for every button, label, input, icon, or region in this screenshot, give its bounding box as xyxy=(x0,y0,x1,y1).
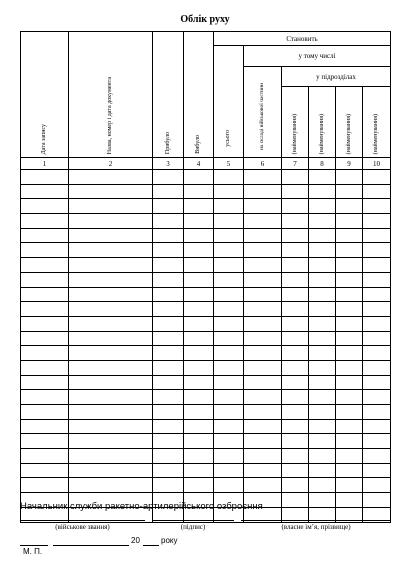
table-cell xyxy=(336,463,363,478)
table-cell xyxy=(336,258,363,273)
table-cell xyxy=(153,434,184,449)
table-cell xyxy=(184,228,214,243)
table-cell xyxy=(69,434,153,449)
table-cell xyxy=(184,331,214,346)
table-row xyxy=(21,405,391,420)
table-cell xyxy=(282,331,309,346)
table-cell xyxy=(363,316,391,331)
table-cell xyxy=(309,170,336,185)
column-number: 5 xyxy=(214,158,244,170)
table-cell xyxy=(363,170,391,185)
table-row xyxy=(21,449,391,464)
table-cell xyxy=(282,360,309,375)
table-cell xyxy=(214,434,244,449)
table-cell xyxy=(244,184,282,199)
table-cell xyxy=(309,331,336,346)
table-cell xyxy=(69,390,153,405)
table-cell xyxy=(214,258,244,273)
table-cell xyxy=(184,214,214,229)
table-cell xyxy=(336,302,363,317)
table-cell xyxy=(363,258,391,273)
table-cell xyxy=(184,478,214,493)
table-cell xyxy=(309,434,336,449)
table-cell xyxy=(244,199,282,214)
table-cell xyxy=(21,390,69,405)
table-cell xyxy=(69,375,153,390)
table-cell xyxy=(244,478,282,493)
table-cell xyxy=(214,287,244,302)
table-cell xyxy=(69,463,153,478)
table-cell xyxy=(282,287,309,302)
table-cell xyxy=(21,434,69,449)
table-cell xyxy=(363,478,391,493)
table-cell xyxy=(153,272,184,287)
table-cell xyxy=(309,258,336,273)
table-cell xyxy=(184,302,214,317)
column-number: 4 xyxy=(184,158,214,170)
table-cell xyxy=(69,316,153,331)
table-cell xyxy=(184,405,214,420)
table-cell xyxy=(69,331,153,346)
table-cell xyxy=(336,243,363,258)
table-cell xyxy=(69,419,153,434)
table-cell xyxy=(282,302,309,317)
day-line xyxy=(20,545,48,546)
table-cell xyxy=(21,419,69,434)
table-cell xyxy=(336,449,363,464)
header-subunit-2: (найменування) xyxy=(309,87,336,158)
table-cell xyxy=(21,405,69,420)
table-cell xyxy=(21,199,69,214)
table-cell xyxy=(184,346,214,361)
table-row xyxy=(21,346,391,361)
table-cell xyxy=(244,375,282,390)
table-cell xyxy=(184,316,214,331)
table-cell xyxy=(309,302,336,317)
table-row xyxy=(21,390,391,405)
table-cell xyxy=(214,405,244,420)
table-cell xyxy=(153,258,184,273)
table-cell xyxy=(309,419,336,434)
table-cell xyxy=(21,272,69,287)
table-cell xyxy=(69,360,153,375)
table-cell xyxy=(21,243,69,258)
table-cell xyxy=(153,360,184,375)
table-cell xyxy=(309,375,336,390)
table-cell xyxy=(214,478,244,493)
table-cell xyxy=(336,272,363,287)
table-cell xyxy=(309,214,336,229)
table-row xyxy=(21,287,391,302)
table-row xyxy=(21,258,391,273)
table-cell xyxy=(214,346,244,361)
table-cell xyxy=(282,316,309,331)
table-cell xyxy=(153,243,184,258)
header-including: у тому числі xyxy=(244,46,391,67)
table-cell xyxy=(214,170,244,185)
table-cell xyxy=(69,258,153,273)
table-cell xyxy=(336,228,363,243)
header-arrived: Прибуло xyxy=(153,32,184,158)
table-cell xyxy=(363,493,391,508)
header-subunit-1: (найменування) xyxy=(282,87,309,158)
table-cell xyxy=(184,463,214,478)
table-cell xyxy=(21,170,69,185)
table-cell xyxy=(309,316,336,331)
table-cell xyxy=(214,243,244,258)
table-row xyxy=(21,478,391,493)
table-cell xyxy=(336,331,363,346)
table-cell xyxy=(363,287,391,302)
table-cell xyxy=(336,375,363,390)
table-cell xyxy=(336,184,363,199)
table-cell xyxy=(153,390,184,405)
table-cell xyxy=(21,214,69,229)
table-cell xyxy=(244,434,282,449)
table-cell xyxy=(309,360,336,375)
table-cell xyxy=(363,184,391,199)
table-cell xyxy=(153,302,184,317)
table-cell xyxy=(363,228,391,243)
table-cell xyxy=(184,419,214,434)
table-row xyxy=(21,360,391,375)
table-cell xyxy=(336,346,363,361)
table-cell xyxy=(69,199,153,214)
page-title: Облік руху xyxy=(180,14,230,25)
rank-line xyxy=(20,520,145,521)
table-cell xyxy=(21,316,69,331)
table-cell xyxy=(244,346,282,361)
table-cell xyxy=(69,346,153,361)
table-cell xyxy=(21,346,69,361)
table-cell xyxy=(184,360,214,375)
table-cell xyxy=(363,199,391,214)
table-cell xyxy=(153,214,184,229)
table-cell xyxy=(153,419,184,434)
table-cell xyxy=(69,184,153,199)
table-cell xyxy=(244,390,282,405)
table-cell xyxy=(153,463,184,478)
table-cell xyxy=(21,302,69,317)
table-cell xyxy=(282,214,309,229)
table-cell xyxy=(282,478,309,493)
table-cell xyxy=(153,184,184,199)
table-cell xyxy=(153,170,184,185)
table-cell xyxy=(282,390,309,405)
table-cell xyxy=(21,331,69,346)
table-cell xyxy=(184,243,214,258)
table-cell xyxy=(363,243,391,258)
table-row xyxy=(21,302,391,317)
table-cell xyxy=(214,302,244,317)
table-cell xyxy=(214,390,244,405)
column-number: 1 xyxy=(21,158,69,170)
table-cell xyxy=(336,287,363,302)
signature-line xyxy=(152,520,234,521)
table-cell xyxy=(184,272,214,287)
name-line xyxy=(241,520,391,521)
table-cell xyxy=(309,228,336,243)
table-cell xyxy=(153,331,184,346)
table-row xyxy=(21,419,391,434)
table-cell xyxy=(244,405,282,420)
table-cell xyxy=(282,375,309,390)
month-line xyxy=(53,545,129,546)
table-cell xyxy=(336,390,363,405)
table-cell xyxy=(336,316,363,331)
column-number: 9 xyxy=(336,158,363,170)
header-date: Дата запису xyxy=(21,32,69,158)
header-total: усього xyxy=(214,46,244,158)
table-cell xyxy=(21,449,69,464)
table-cell xyxy=(336,419,363,434)
table-cell xyxy=(244,331,282,346)
table-cell xyxy=(244,228,282,243)
table-cell xyxy=(282,346,309,361)
table-cell xyxy=(309,390,336,405)
table-cell xyxy=(282,419,309,434)
table-cell xyxy=(282,243,309,258)
table-row xyxy=(21,214,391,229)
table-cell xyxy=(21,360,69,375)
table-cell xyxy=(69,170,153,185)
table-cell xyxy=(363,214,391,229)
table-cell xyxy=(69,302,153,317)
table-cell xyxy=(363,390,391,405)
year-line xyxy=(143,545,159,546)
table-cell xyxy=(21,184,69,199)
name-caption: (власне ім’я, прізвище) xyxy=(281,523,351,531)
table-cell xyxy=(21,463,69,478)
table-cell xyxy=(282,170,309,185)
table-cell xyxy=(153,449,184,464)
table-cell xyxy=(336,493,363,508)
table-cell xyxy=(309,405,336,420)
table-row xyxy=(21,272,391,287)
table-cell xyxy=(282,228,309,243)
table-cell xyxy=(282,449,309,464)
table-cell xyxy=(69,272,153,287)
table-cell xyxy=(363,346,391,361)
stamp-place: М. П. xyxy=(23,547,43,556)
table-cell xyxy=(21,228,69,243)
table-cell xyxy=(282,463,309,478)
table-row xyxy=(21,228,391,243)
table-cell xyxy=(21,478,69,493)
table-cell xyxy=(69,287,153,302)
table-cell xyxy=(309,478,336,493)
table-cell xyxy=(363,434,391,449)
table-cell xyxy=(309,346,336,361)
header-subunit-3: (найменування) xyxy=(336,87,363,158)
table-cell xyxy=(363,360,391,375)
table-cell xyxy=(69,405,153,420)
table-cell xyxy=(153,228,184,243)
table-cell xyxy=(363,419,391,434)
table-cell xyxy=(336,170,363,185)
table-cell xyxy=(244,419,282,434)
table-cell xyxy=(153,316,184,331)
table-cell xyxy=(282,272,309,287)
table-cell xyxy=(69,228,153,243)
header-subunits: у підрозділах xyxy=(282,67,391,87)
table-cell xyxy=(184,170,214,185)
chief-title: Начальник служби ракетно-артилерійського озброєння xyxy=(20,501,263,512)
column-numbers-row xyxy=(21,158,391,170)
table-cell xyxy=(309,287,336,302)
table-cell xyxy=(336,214,363,229)
table-row xyxy=(21,184,391,199)
table-cell xyxy=(214,360,244,375)
table-cell xyxy=(363,331,391,346)
table-cell xyxy=(244,360,282,375)
table-cell xyxy=(69,478,153,493)
table-cell xyxy=(153,478,184,493)
signature-caption: (підпис) xyxy=(180,523,206,531)
table-cell xyxy=(282,199,309,214)
table-cell xyxy=(184,184,214,199)
table-cell xyxy=(244,287,282,302)
table-cell xyxy=(244,170,282,185)
table-cell xyxy=(244,243,282,258)
table-cell xyxy=(309,184,336,199)
table-cell xyxy=(244,302,282,317)
table-cell xyxy=(363,272,391,287)
table-cell xyxy=(282,434,309,449)
table-cell xyxy=(214,199,244,214)
column-number: 7 xyxy=(282,158,309,170)
table-cell xyxy=(244,272,282,287)
table-cell xyxy=(336,199,363,214)
header-stands: Становить xyxy=(214,32,391,46)
column-number: 10 xyxy=(363,158,391,170)
header-document: Назва, номер і дата документа xyxy=(69,32,153,158)
table-cell xyxy=(69,449,153,464)
year-suffix: року xyxy=(161,536,178,545)
table-cell xyxy=(363,463,391,478)
table-cell xyxy=(363,449,391,464)
table-cell xyxy=(214,331,244,346)
table-row xyxy=(21,434,391,449)
table-cell xyxy=(309,272,336,287)
table-cell xyxy=(214,184,244,199)
table-cell xyxy=(336,478,363,493)
table-cell xyxy=(244,258,282,273)
table-cell xyxy=(244,449,282,464)
table-cell xyxy=(153,346,184,361)
table-cell xyxy=(214,449,244,464)
table-cell xyxy=(69,214,153,229)
table-cell xyxy=(282,493,309,508)
table-cell xyxy=(184,375,214,390)
table-cell xyxy=(184,258,214,273)
table-cell xyxy=(153,199,184,214)
table-cell xyxy=(214,228,244,243)
table-cell xyxy=(282,405,309,420)
table-cell xyxy=(336,405,363,420)
table-cell xyxy=(184,434,214,449)
table-cell xyxy=(153,375,184,390)
header-subunit-4: (найменування) xyxy=(363,87,391,158)
table-cell xyxy=(363,302,391,317)
column-number: 6 xyxy=(244,158,282,170)
table-cell xyxy=(309,199,336,214)
table-row xyxy=(21,243,391,258)
table-cell xyxy=(184,390,214,405)
table-cell xyxy=(282,258,309,273)
table-cell xyxy=(244,463,282,478)
header-departed: Вибуло xyxy=(184,32,214,158)
table-row xyxy=(21,331,391,346)
table-cell xyxy=(214,375,244,390)
table-cell xyxy=(153,405,184,420)
movement-table xyxy=(20,31,391,523)
table-cell xyxy=(21,375,69,390)
table-cell xyxy=(244,214,282,229)
table-cell xyxy=(363,375,391,390)
table-row xyxy=(21,463,391,478)
table-cell xyxy=(214,419,244,434)
column-number: 8 xyxy=(309,158,336,170)
table-cell xyxy=(214,463,244,478)
table-cell xyxy=(153,287,184,302)
table-cell xyxy=(336,360,363,375)
table-cell xyxy=(282,184,309,199)
table-cell xyxy=(309,243,336,258)
table-cell xyxy=(214,214,244,229)
table-cell xyxy=(309,463,336,478)
table-cell xyxy=(244,316,282,331)
column-number: 2 xyxy=(69,158,153,170)
table-cell xyxy=(21,258,69,273)
year-prefix: 20 xyxy=(131,536,140,545)
table-cell xyxy=(184,449,214,464)
table-row xyxy=(21,199,391,214)
table-row xyxy=(21,375,391,390)
table-row xyxy=(21,170,391,185)
table-cell xyxy=(309,449,336,464)
column-number: 3 xyxy=(153,158,184,170)
table-cell xyxy=(336,434,363,449)
table-cell xyxy=(69,243,153,258)
table-cell xyxy=(21,287,69,302)
header-in-unit: на складі військової частини xyxy=(244,67,282,158)
table-cell xyxy=(363,405,391,420)
table-cell xyxy=(214,316,244,331)
table-cell xyxy=(309,493,336,508)
table-cell xyxy=(184,199,214,214)
rank-caption: (військове звання) xyxy=(55,523,110,531)
table-cell xyxy=(184,287,214,302)
table-row xyxy=(21,316,391,331)
table-cell xyxy=(214,272,244,287)
